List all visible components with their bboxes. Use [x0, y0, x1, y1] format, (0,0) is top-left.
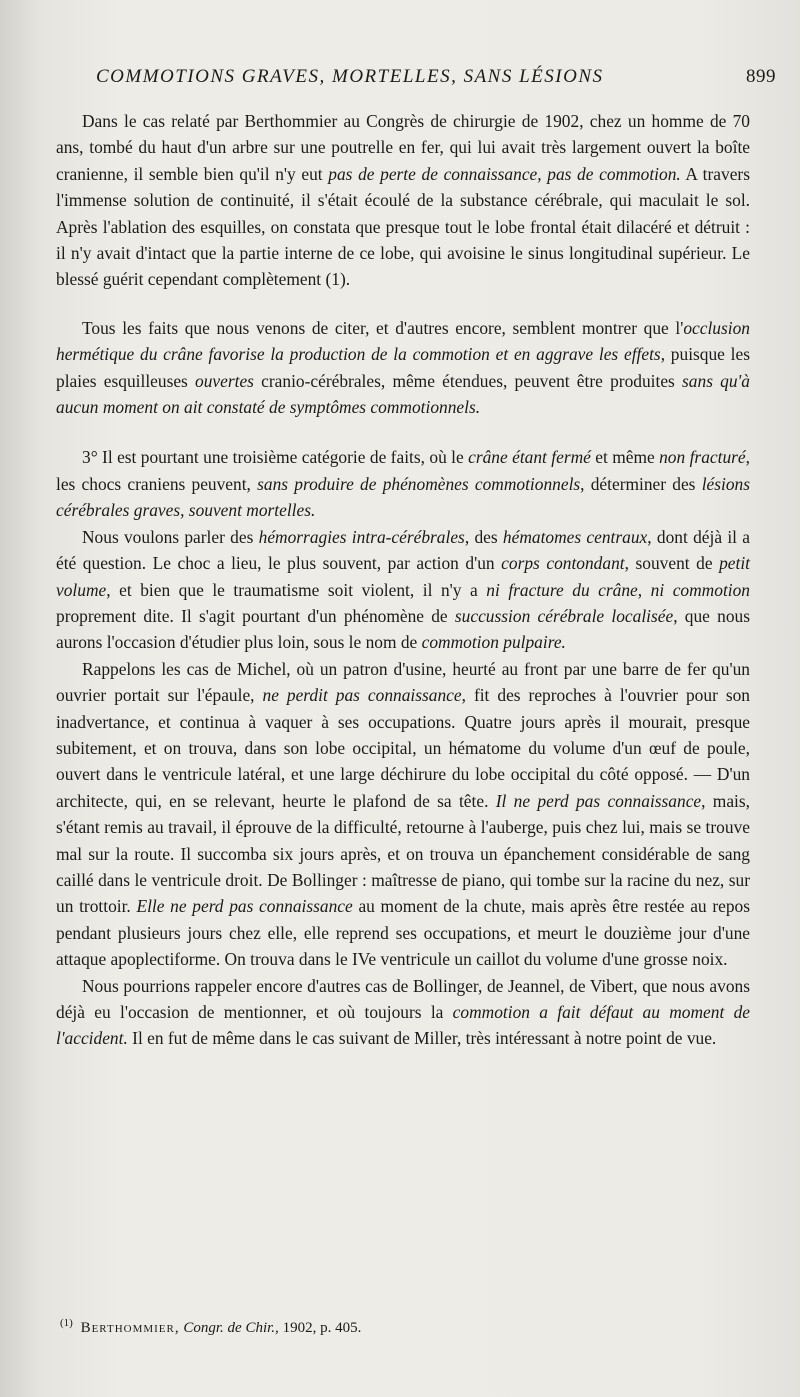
paragraph-hemorrhages: Nous voulons parler des hémorragies intra-cérébrales, des hématomes centraux, dont déjà il a été question. Le choc a lieu, le plus souvent, par action d'un corps contondant, souvent de petit volume, et bien que le traumatisme soit violent, il n'y a ni fracture du crâne, ni commotion proprement dite. Il s'agit pourtant d'un phénomène de succussion cérébrale localisée, que nous aurons l'occasion d'étudier plus loin, sous le nom de commotion pulpaire.	[56, 526, 751, 653]
paragraph-occlusion: Tous les faits que nous venons de citer, et d'autres encore, semblent montrer que l'occlusion hermétique du crâne favorise la production de la commotion et en aggrave les effets, puisque les plaies esquilleuses ouvertes cranio-cérébrales, même étendues, peuvent être produites sans qu'à aucun moment on ait constaté de symptômes commotionnels.	[56, 317, 750, 418]
footnote-author: Berthommier,	[80, 1320, 180, 1336]
paragraph-michel-cases: Rappelons les cas de Michel, où un patron d'usine, heurté au front par une barre de fer qu'un ouvrier portait sur l'épaule, ne perdit pas connaissance, fit des reproches à l'ouvrier pour son inadvertance, et continua à vaquer à ses occupations. Quatre jours après il mourait, presque subitement, et on trouva, dans son lobe occipital, un hématome du volume d'un œuf de poule, ouvert dans le ventricule latéral, et une large déchirure du lobe occipital du côté opposé. — D'un architecte, qui, en se relevant, heurte le plafond de sa tête. Il ne perd pas connaissance, mais, s'étant remis au travail, il éprouve de la difficulté, retourne à l'auberge, puis chez lui, mais se trouve mal sur la route. Il succomba six jours après, et on trouva un épanchement considérable de sang caillé dans le ventricule droit. De Bollinger : maîtresse de piano, qui tombe sur la racine du nez, sur un trottoir. Elle ne perd pas connaissance au moment de la chute, mais après être restée au repos pendant plusieurs jours chez elle, elle reprend ses occupations, et meurt le douzième jour d'une attaque apoplectiforme. On trouva dans le IVe ventricule un caillot du volume d'une grosse noix.	[56, 658, 751, 970]
paragraph-berthommier-case: Dans le cas relaté par Berthommier au Congrès de chirurgie de 1902, chez un homme de 70 ans, tombé du haut d'un arbre sur une poutrelle en fer, qui lui avait très largement ouvert la boîte cranienne, il semble bien qu'il n'y eut pas de perte de connaissance, pas de commotion. A travers l'immense solution de continuité, il s'était écoulé de la substance cérébrale, qui maculait le sol. Après l'ablation des esquilles, on constata que presque tout le lobe frontal était dilacéré et détruit : il n'y avait d'intact que la partie interne de ce lobe, qui avoisine le sinus longitudinal supérieur. Le blessé guérit cependant complètement (1).	[56, 111, 750, 290]
paragraph-other-cases: Nous pourrions rappeler encore d'autres cas de Bollinger, de Jeannel, de Vibert, que nous avons déjà eu l'occasion de mentionner, et où toujours la commotion a fait défaut au moment de l'accident. Il en fut de même dans le cas suivant de Miller, très intéressant à notre point de vue.	[56, 975, 750, 1049]
footnote-details: 1902, p. 405.	[282, 1320, 362, 1336]
footnote	[60, 1312, 750, 1339]
running-title: COMMOTIONS GRAVES, MORTELLES, SANS LÉSIONS	[96, 66, 604, 87]
page-number: 899	[746, 66, 776, 87]
paragraph-third-category: 3° Il est pourtant une troisième catégorie de faits, où le crâne étant fermé et même non fracturé, les chocs craniens peuvent, sans produire de phénomènes commotionnels, déterminer des lésions cérébrales graves, souvent mortelles.	[56, 447, 750, 521]
footnote-marker: (1)	[60, 1317, 73, 1329]
footnote-source: Congr. de Chir.,	[183, 1320, 279, 1336]
body-text	[56, 108, 750, 1052]
